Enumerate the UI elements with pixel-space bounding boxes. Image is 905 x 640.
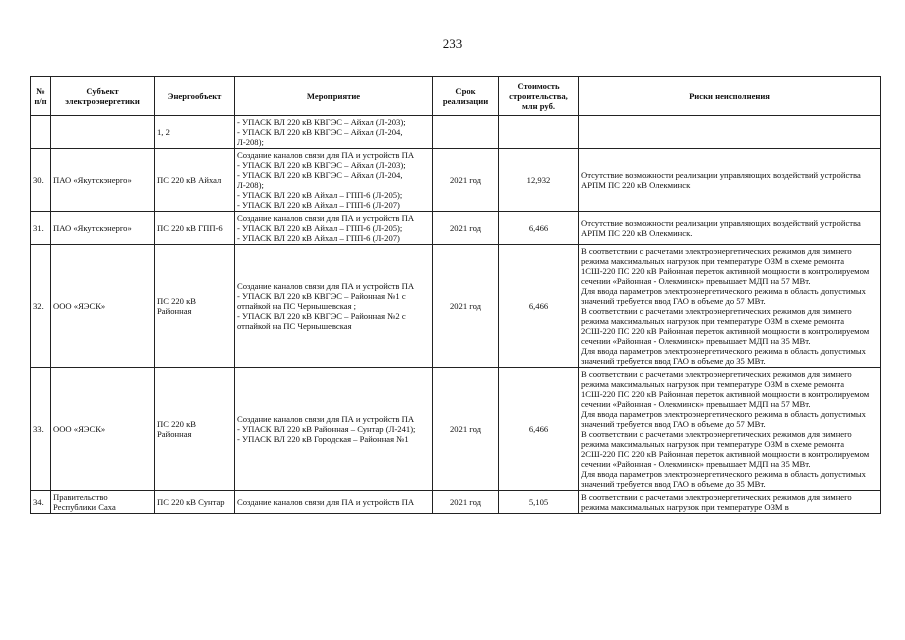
table-row [31, 245, 881, 368]
row-object: ПС 220 кВ Районная [155, 368, 235, 491]
page-number: 233 [442, 36, 463, 51]
row-measure [235, 116, 433, 149]
row-measure [235, 149, 433, 212]
row-measure [235, 368, 433, 491]
measure-line: - УПАСК ВЛ 220 кВ Районная – Сунтар (Л-241); [237, 424, 416, 434]
row-object: ПС 220 кВ Сунтар [155, 491, 235, 514]
risk-line: Для ввода параметров электроэнергетического режима в область допустимых значений требуется ввод ГАО в объеме до 57 МВт. [581, 409, 866, 429]
row-number: 30. [31, 149, 51, 212]
measure-line: Создание каналов связи для ПА и устройств ПА [237, 213, 415, 223]
row-measure [235, 212, 433, 245]
measure-line: - УПАСК ВЛ 220 кВ Городская – Районная №1 [237, 434, 409, 444]
risk-line: В соответствии с расчетами электроэнергетических режимов для зимнего режима максимальных нагрузок при температуре ОЗМ в схеме ремонта 1СШ-220 ПС 220 кВ Районная переток активной мощности в контролируемом сечении «Районная - Олекминск» превышает МДП на 57 МВт. [581, 369, 870, 409]
row-risks [579, 368, 881, 491]
table-row [31, 368, 881, 491]
measure-line: - УПАСК ВЛ 220 кВ КВГЭС – Айхал (Л-203); [237, 160, 406, 170]
row-cost [499, 116, 579, 149]
row-term: 2021 год [433, 212, 499, 245]
risk-line: Отсутствие возможности реализации управляющих воздействий устройства АРПМ ПС 220 кВ Олекминск. [581, 218, 861, 238]
row-risks [579, 245, 881, 368]
measure-line: Создание каналов связи для ПА и устройств ПА [237, 281, 415, 291]
measures-table [30, 76, 881, 514]
measure-line: - УПАСК ВЛ 220 кВ Айхал – ГПП-6 (Л-207) [237, 233, 400, 243]
row-measure [235, 245, 433, 368]
row-number [31, 116, 51, 149]
row-subject: ООО «ЯЭСК» [51, 245, 155, 368]
row-risks [579, 149, 881, 212]
row-cost: 6,466 [499, 368, 579, 491]
row-number: 32. [31, 245, 51, 368]
row-object: ПС 220 кВ Районная [155, 245, 235, 368]
row-measure [235, 491, 433, 514]
risk-line: В соответствии с расчетами электроэнергетических режимов для зимнего режима максимальных нагрузок при температуре ОЗМ в схеме ремонта 2СШ-220 ПС 220 кВ Районная переток активной мощности в контролируемом сечении «Районная - Олекминск» превышает МДП на 35 МВт. [581, 306, 870, 346]
row-subject: ПАО «Якутскэнерго» [51, 149, 155, 212]
risk-line: Отсутствие возможности реализации управляющих воздействий устройства АРПМ ПС 220 кВ Олекминск [581, 170, 861, 190]
table-body [31, 116, 881, 514]
row-risks [579, 116, 881, 149]
row-subject: Правительство Республики Саха [51, 491, 155, 514]
risk-line: Для ввода параметров электроэнергетического режима в область допустимых значений требуется ввод ГАО в объеме до 35 МВт. [581, 469, 866, 489]
row-number: 31. [31, 212, 51, 245]
risk-line: В соответствии с расчетами электроэнергетических режимов для зимнего режима максимальных нагрузок при температуре ОЗМ в [581, 492, 852, 512]
measure-line: - УПАСК ВЛ 220 кВ КВГЭС – Районная №1 с отпайкой на ПС Чернышевская ; [237, 291, 406, 311]
row-number: 34. [31, 491, 51, 514]
row-subject: ООО «ЯЭСК» [51, 368, 155, 491]
table-row [31, 116, 881, 149]
measure-line: - УПАСК ВЛ 220 кВ Айхал – ГПП-6 (Л-205); [237, 223, 403, 233]
row-subject: ПАО «Якутскэнерго» [51, 212, 155, 245]
measure-line: - УПАСК ВЛ 220 кВ КВГЭС – Айхал (Л-204, Л-208); [237, 127, 403, 147]
header-object: Энергообъект [155, 77, 235, 116]
table-header-row [31, 77, 881, 116]
row-term: 2021 год [433, 368, 499, 491]
header-cost: Стоимость строительства, млн руб. [499, 77, 579, 116]
risk-line: Для ввода параметров электроэнергетического режима в область допустимых значений требуется ввод ГАО в объеме до 57 МВт. [581, 286, 866, 306]
row-term: 2021 год [433, 491, 499, 514]
header-term: Срок реализации [433, 77, 499, 116]
row-term [433, 116, 499, 149]
header-risks: Риски неисполнения [579, 77, 881, 116]
row-subject [51, 116, 155, 149]
row-object: ПС 220 кВ ГПП-6 [155, 212, 235, 245]
measure-line: Создание каналов связи для ПА и устройств ПА [237, 414, 415, 424]
measure-line: - УПАСК ВЛ 220 кВ КВГЭС – Айхал (Л-203); [237, 117, 406, 127]
row-term: 2021 год [433, 245, 499, 368]
measure-line: - УПАСК ВЛ 220 кВ КВГЭС – Районная №2 с отпайкой на ПС Чернышевская [237, 311, 406, 331]
measure-line: Создание каналов связи для ПА и устройств ПА [237, 497, 415, 507]
row-object: ПС 220 кВ Айхал [155, 149, 235, 212]
row-number: 33. [31, 368, 51, 491]
header-measure: Мероприятие [235, 77, 433, 116]
risk-line: Для ввода параметров электроэнергетического режима в область допустимых значений требуется ввод ГАО в объеме до 35 МВт. [581, 346, 866, 366]
row-risks [579, 212, 881, 245]
table-row [31, 212, 881, 245]
measure-line: - УПАСК ВЛ 220 кВ Айхал – ГПП-6 (Л-207) [237, 200, 400, 210]
measure-line: Создание каналов связи для ПА и устройств ПА [237, 150, 415, 160]
table-row [31, 149, 881, 212]
row-cost: 12,932 [499, 149, 579, 212]
row-risks [579, 491, 881, 514]
row-cost: 6,466 [499, 245, 579, 368]
header-num: № п/п [31, 77, 51, 116]
row-object: 1, 2 [155, 116, 235, 149]
measure-line: - УПАСК ВЛ 220 кВ Айхал – ГПП-6 (Л-205); [237, 190, 403, 200]
table-row [31, 491, 881, 514]
row-cost: 5,105 [499, 491, 579, 514]
measure-line: - УПАСК ВЛ 220 кВ КВГЭС – Айхал (Л-204, Л-208); [237, 170, 403, 190]
risk-line: В соответствии с расчетами электроэнергетических режимов для зимнего режима максимальных нагрузок при температуре ОЗМ в схеме ремонта 1СШ-220 ПС 220 кВ Районная переток активной мощности в контролируемом сечении «Районная - Олекминск» превышает МДП на 57 МВт. [581, 246, 870, 286]
risk-line: В соответствии с расчетами электроэнергетических режимов для зимнего режима максимальных нагрузок при температуре ОЗМ в схеме ремонта 2СШ-220 ПС 220 кВ Районная переток активной мощности в контролируемом сечении «Районная - Олекминск» превышает МДП на 35 МВт. [581, 429, 870, 469]
row-term: 2021 год [433, 149, 499, 212]
row-cost: 6,466 [499, 212, 579, 245]
header-subject: Субъект электроэнергетики [51, 77, 155, 116]
